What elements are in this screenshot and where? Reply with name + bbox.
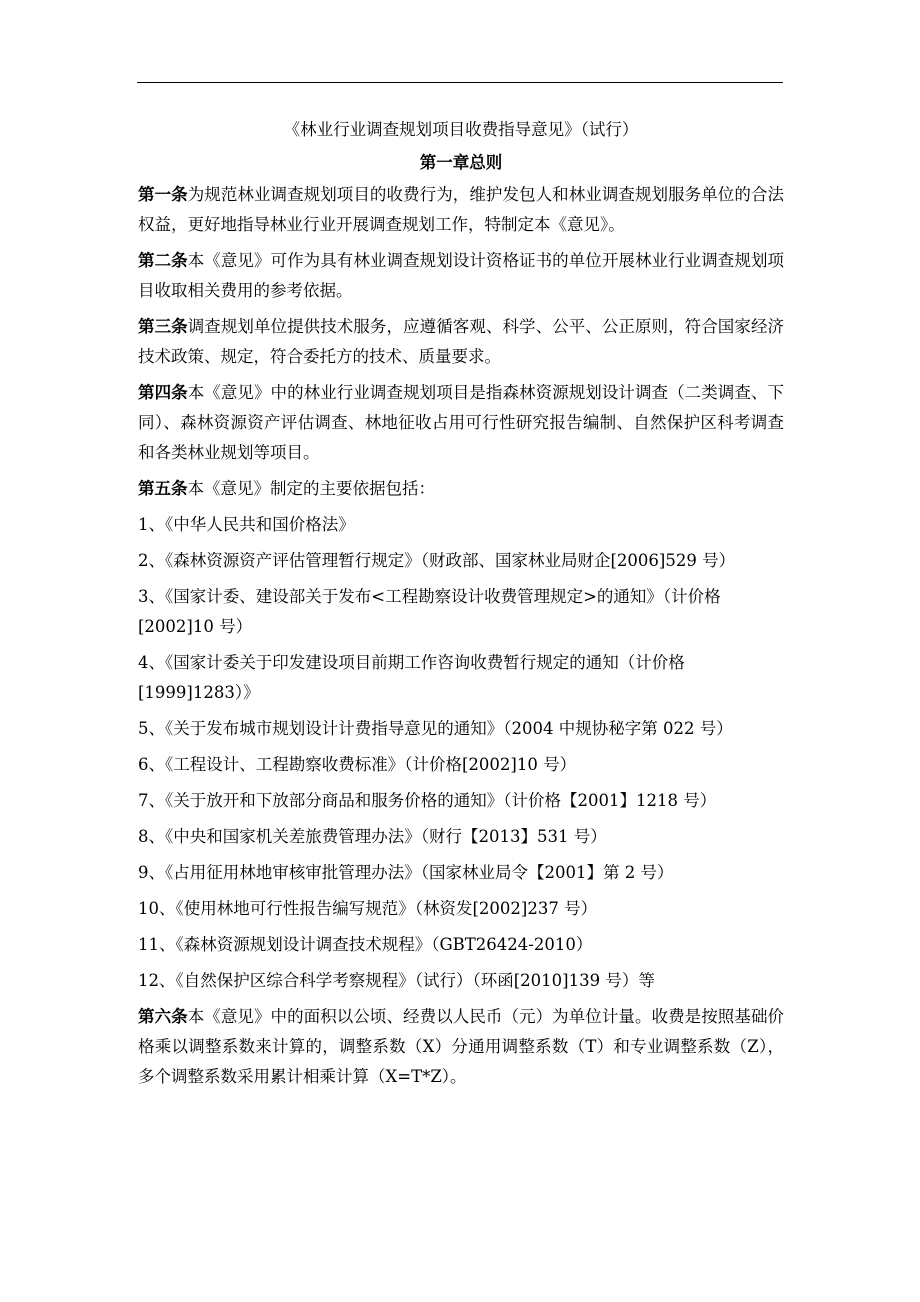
reference-item: 4、《国家计委关于印发建设项目前期工作咨询收费暂行规定的通知（计价格[1999]1283）》 [138, 653, 685, 702]
article-label: 第四条 [138, 383, 188, 402]
reference-item: 6、《工程设计、工程勘察收费标准》（计价格[2002]10 号） [138, 755, 577, 774]
article-label: 第二条 [138, 251, 188, 270]
article-1 [138, 180, 784, 240]
chapter-heading: 第一章总则 [419, 153, 503, 172]
article-label: 第六条 [138, 1007, 188, 1026]
reference-item: 10、《使用林地可行性报告编写规范》（林资发[2002]237 号） [138, 899, 598, 918]
article-4 [138, 378, 784, 468]
reference-item: 2、《森林资源资产评估管理暂行规定》（财政部、国家林业局财企[2006]529 号） [138, 551, 736, 570]
article-3 [138, 312, 784, 372]
article-5 [138, 474, 784, 504]
reference-item: 12、《自然保护区综合科学考察规程》（试行）（环函[2010]139 号）等 [138, 971, 655, 990]
reference-item: 7、《关于放开和下放部分商品和服务价格的通知》（计价格【2001】1218 号） [138, 791, 717, 810]
reference-item: 1、《中华人民共和国价格法》 [138, 515, 355, 534]
reference-item: 5、《关于发布城市规划设计计费指导意见的通知》（2004 中规协秘字第 022 号） [138, 719, 733, 738]
article-text: 本《意见》可作为具有林业调查规划设计资格证书的单位开展林业行业调查规划项目收取相关费用的参考依据。 [138, 251, 785, 300]
article-text: 调查规划单位提供技术服务，应遵循客观、科学、公平、公正原则，符合国家经济技术政策、规定，符合委托方的技术、质量要求。 [138, 317, 785, 366]
article-label: 第三条 [138, 317, 188, 336]
article-6 [138, 1002, 784, 1092]
article-text: 本《意见》中的林业行业调查规划项目是指森林资源规划设计调查（二类调查、下同）、森林资源资产评估调查、林地征收占用可行性研究报告编制、自然保护区科考调查和各类林业规划等项目。 [138, 383, 785, 462]
header-rule [137, 82, 783, 83]
article-text: 本《意见》中的面积以公顷、经费以人民币（元）为单位计量。收费是按照基础价格乘以调整系数来计算的，调整系数（X）分通用调整系数（T）和专业调整系数（Z），多个调整系数采用累计相乘计算（X=T*Z）。 [138, 1007, 785, 1086]
reference-item: 8、《中央和国家机关差旅费管理办法》（财行【2013】531 号） [138, 827, 607, 846]
reference-item: 11、《森林资源规划设计调查技术规程》（GBT26424-2010） [138, 935, 593, 954]
reference-item: 3、《国家计委、建设部关于发布<工程勘察设计收费管理规定>的通知》（计价格[2002]10 号） [138, 587, 721, 636]
article-label: 第五条 [138, 479, 188, 498]
document-title: 《林业行业调查规划项目收费指导意见》（试行） [283, 120, 639, 139]
reference-item: 9、《占用征用林地审核审批管理办法》（国家林业局令【2001】第 2 号） [138, 863, 674, 882]
document-body [138, 114, 784, 1092]
article-label: 第一条 [138, 185, 188, 204]
article-2 [138, 246, 784, 306]
article-text: 为规范林业调查规划项目的收费行为，维护发包人和林业调查规划服务单位的合法权益，更好地指导林业行业开展调查规划工作，特制定本《意见》。 [138, 185, 785, 234]
article-text: 本《意见》制定的主要依据包括： [187, 479, 435, 498]
